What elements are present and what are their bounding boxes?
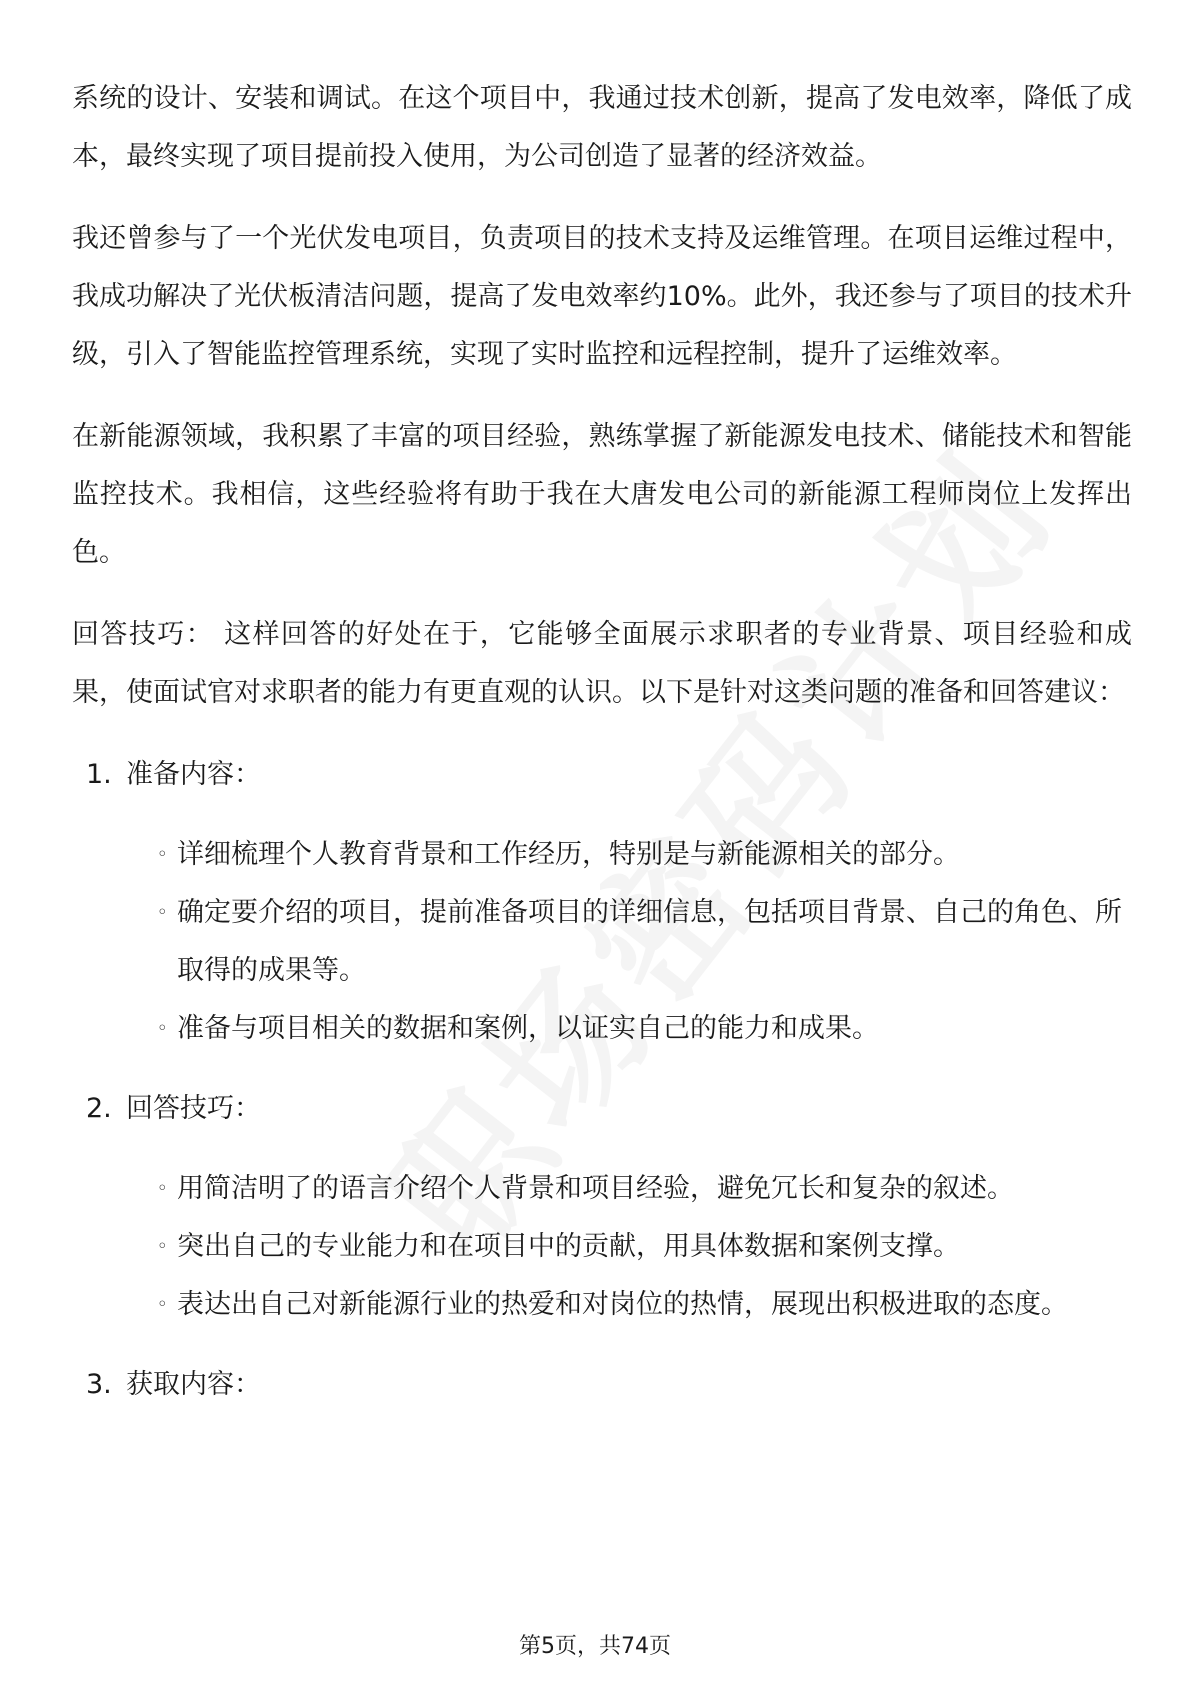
- bullet-icon: ◦: [157, 1018, 168, 1039]
- page-content: [72, 70, 1132, 1436]
- list-item: [72, 1276, 1132, 1334]
- list-section: [72, 746, 1132, 1058]
- section-title: 获取内容：: [126, 1369, 261, 1400]
- section-title: 准备内容：: [126, 759, 261, 790]
- section-heading: [72, 1356, 1132, 1414]
- list-item: [72, 884, 1132, 1000]
- paragraph: 在新能源领域，我积累了丰富的项目经验，熟练掌握了新能源发电技术、储能技术和智能监控技术。我相信，这些经验将有助于我在大唐发电公司的新能源工程师岗位上发挥出色。: [72, 421, 1132, 568]
- list-item-text: 确定要介绍的项目，提前准备项目的详细信息，包括项目背景、自己的角色、所取得的成果等。: [177, 897, 1122, 986]
- bullet-list: [72, 826, 1132, 1058]
- section-heading: [72, 1080, 1132, 1138]
- section-heading: [72, 746, 1132, 804]
- section-number: 3.: [86, 1369, 112, 1400]
- section-title: 回答技巧：: [126, 1093, 261, 1124]
- list-item: [72, 826, 1132, 884]
- page-number-footer: 第5页，共74页: [519, 1634, 671, 1659]
- bullet-icon: ◦: [157, 844, 168, 865]
- numbered-list: [72, 746, 1132, 1414]
- bullet-icon: ◦: [157, 1294, 168, 1315]
- list-item-text: 详细梳理个人教育背景和工作经历，特别是与新能源相关的部分。: [177, 839, 960, 870]
- list-section: [72, 1080, 1132, 1334]
- bullet-icon: ◦: [157, 1178, 168, 1199]
- list-item-text: 表达出自己对新能源行业的热爱和对岗位的热情，展现出积极进取的态度。: [177, 1289, 1068, 1320]
- paragraph: 我还曾参与了一个光伏发电项目，负责项目的技术支持及运维管理。在项目运维过程中，我成功解决了光伏板清洁问题，提高了发电效率约10%。此外，我还参与了项目的技术升级，引入了智能监控管理系统，实现了实时监控和远程控制，提升了运维效率。: [72, 223, 1132, 370]
- paragraph: 回答技巧： 这样回答的好处在于，它能够全面展示求职者的专业背景、项目经验和成果，使面试官对求职者的能力有更直观的认识。以下是针对这类问题的准备和回答建议：: [72, 619, 1132, 708]
- section-number: 2.: [86, 1093, 112, 1124]
- paragraph: 系统的设计、安装和调试。在这个项目中，我通过技术创新，提高了发电效率，降低了成本，最终实现了项目提前投入使用，为公司创造了显著的经济效益。: [72, 83, 1132, 172]
- list-item-text: 准备与项目相关的数据和案例，以证实自己的能力和成果。: [177, 1013, 879, 1044]
- list-item-text: 用简洁明了的语言介绍个人背景和项目经验，避免冗长和复杂的叙述。: [177, 1173, 1014, 1204]
- bullet-icon: ◦: [157, 902, 168, 923]
- list-item-text: 突出自己的专业能力和在项目中的贡献，用具体数据和案例支撑。: [177, 1231, 960, 1262]
- list-item: [72, 1160, 1132, 1218]
- bullet-icon: ◦: [157, 1236, 168, 1257]
- list-item: [72, 1218, 1132, 1276]
- list-section: [72, 1356, 1132, 1414]
- section-number: 1.: [86, 759, 112, 790]
- list-item: [72, 1000, 1132, 1058]
- bullet-list: [72, 1160, 1132, 1334]
